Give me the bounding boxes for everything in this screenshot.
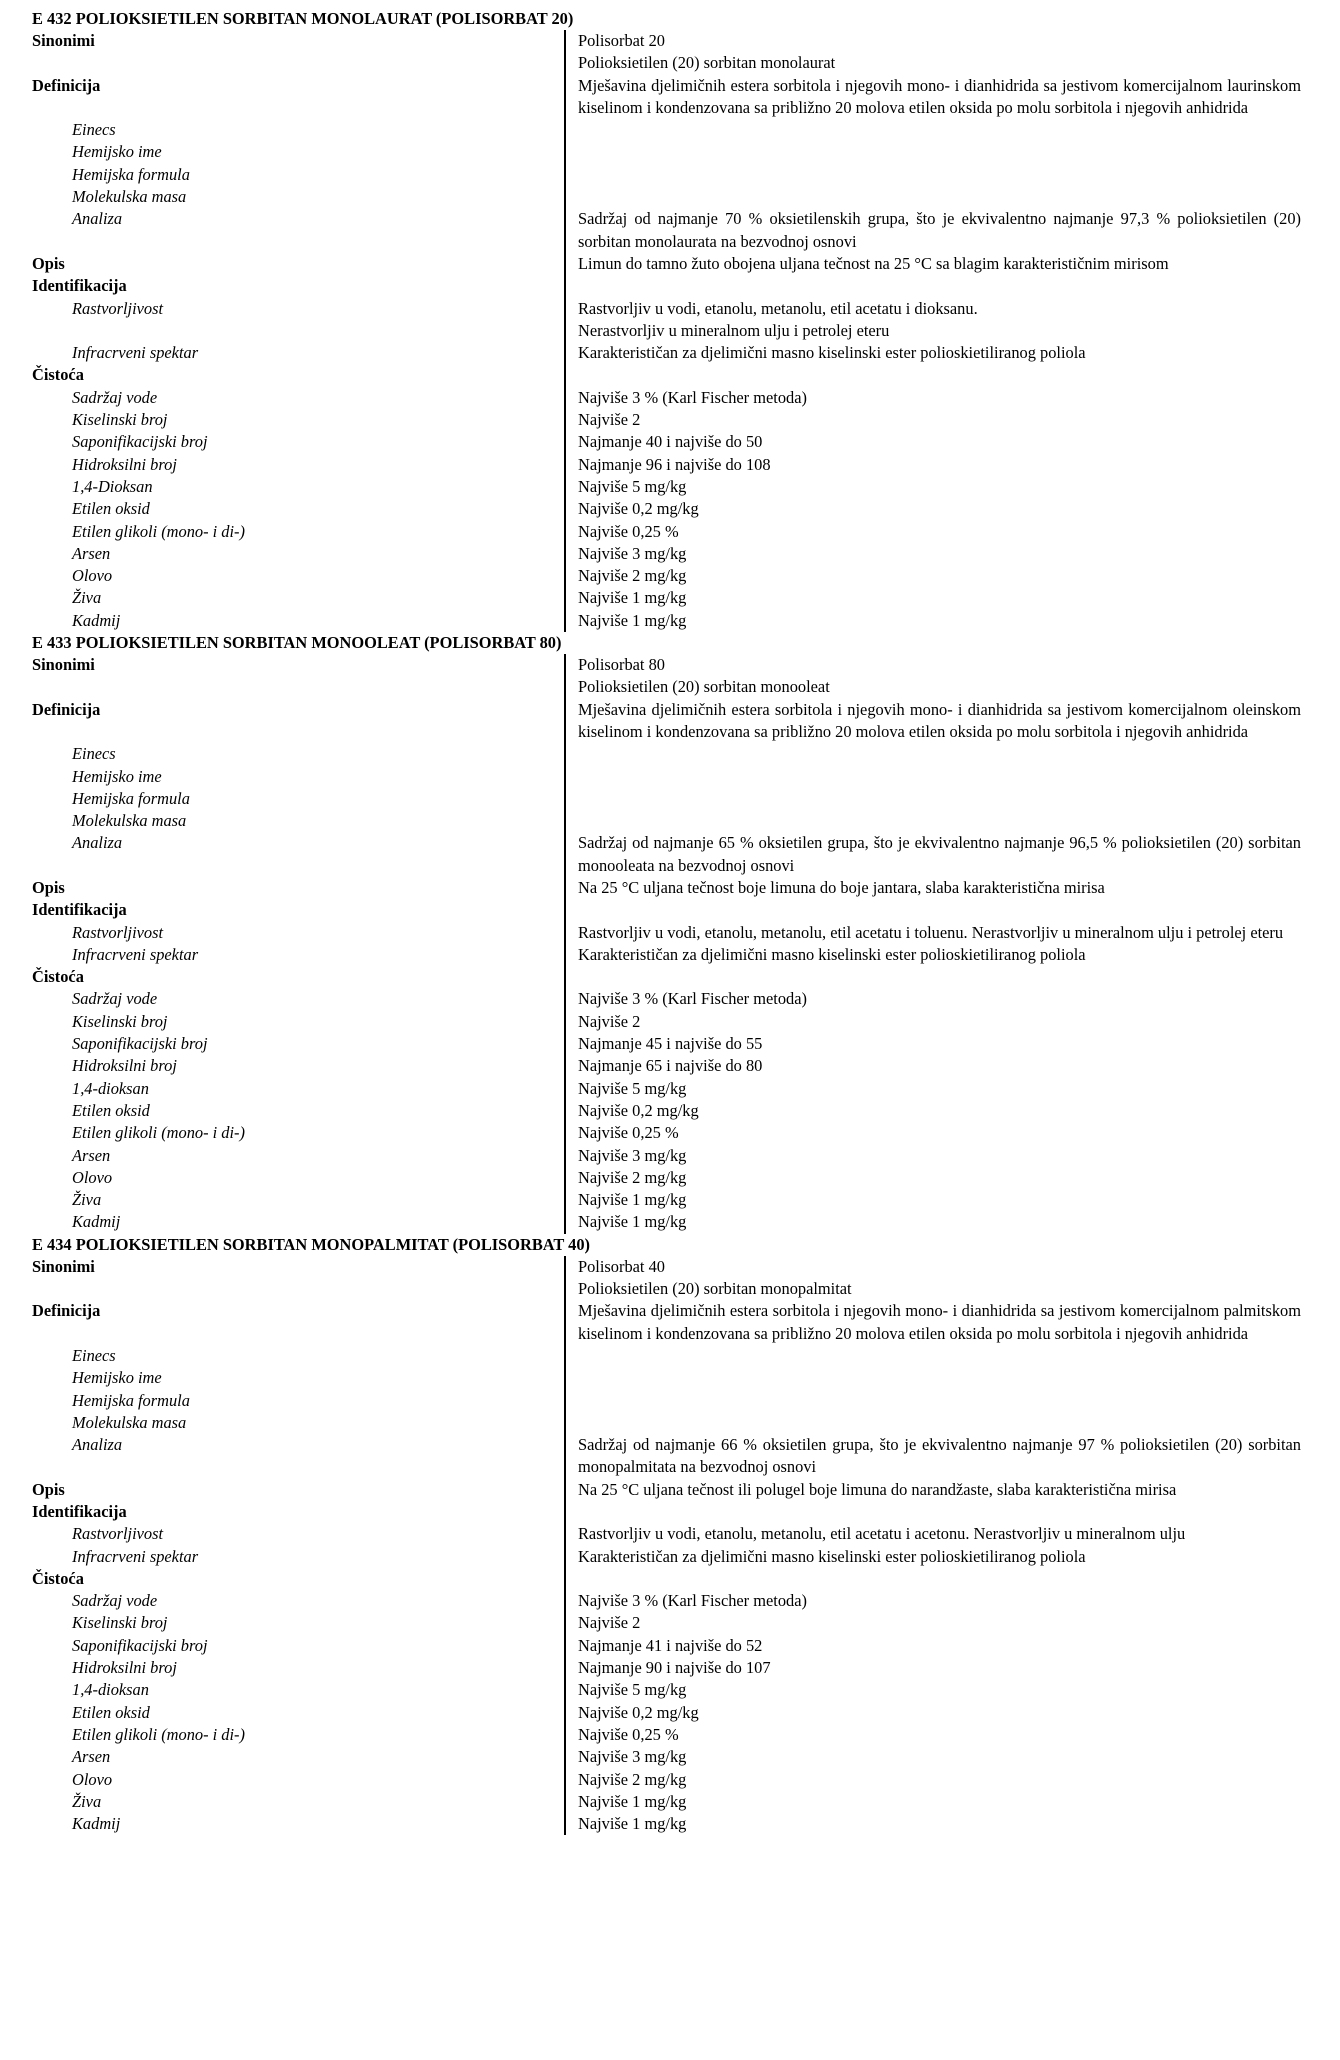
spec-row — [32, 1635, 1302, 1657]
spec-parameter-label: Saponifikacijski broj — [72, 432, 208, 452]
spec-parameter-label: Živa — [72, 588, 102, 608]
document-page — [32, 8, 1302, 1835]
spec-value — [564, 1412, 1301, 1434]
spec-value — [564, 1055, 1301, 1077]
spec-value — [564, 1078, 1301, 1100]
spec-parameter-label: Hidroksilni broj — [72, 454, 177, 474]
spec-value-line: Najviše 1 mg/kg — [578, 1212, 687, 1232]
spec-value-line: Najmanje 96 i najviše do 108 — [578, 454, 771, 474]
spec-row — [32, 1546, 1302, 1568]
spec-value — [564, 1345, 1301, 1367]
spec-row — [32, 164, 1302, 186]
spec-parameter-label: Olovo — [72, 1769, 113, 1789]
spec-value — [564, 1479, 1301, 1501]
spec-heading-label: Opis — [32, 1479, 65, 1499]
spec-value-line: Najviše 3 mg/kg — [578, 1747, 687, 1767]
spec-value-line: Mješavina djelimičnih estera sorbitola i njegovih mono- i dianhidrida sa jestivom komercijalnom oleinskom kiselinom i kondenzovana sa približno 20 molova etilen oksida po molu sorbitola i njegovih anhidrida — [578, 699, 1301, 741]
spec-parameter-label: Etilen glikoli (mono- i di-) — [72, 1724, 245, 1744]
spec-value-line: Najmanje 45 i najviše do 55 — [578, 1034, 763, 1054]
spec-value — [564, 1434, 1301, 1479]
spec-row — [32, 1813, 1302, 1835]
spec-parameter-label: Hemijska formula — [72, 1390, 190, 1410]
spec-value — [564, 1769, 1301, 1791]
spec-parameter-label: Olovo — [72, 566, 113, 586]
spec-row — [32, 208, 1302, 253]
spec-value — [564, 1612, 1301, 1634]
spec-value — [564, 1390, 1301, 1412]
spec-value — [564, 431, 1301, 453]
spec-parameter-label: Infracrveni spektar — [72, 1546, 199, 1566]
spec-value-line: Karakterističan za djelimični masno kiselinski ester polioskietiliranog poliola — [578, 944, 1086, 964]
spec-heading-label: Definicija — [32, 699, 101, 719]
spec-row — [32, 1769, 1302, 1791]
spec-value — [564, 1033, 1301, 1055]
spec-parameter-label: Hidroksilni broj — [72, 1658, 177, 1678]
spec-row — [32, 1189, 1302, 1211]
spec-value — [564, 1122, 1301, 1144]
spec-value — [564, 454, 1301, 476]
spec-parameter-label: Hemijska formula — [72, 788, 190, 808]
spec-value-line: Najmanje 90 i najviše do 107 — [578, 1658, 771, 1678]
spec-value-line: Najviše 3 mg/kg — [578, 1145, 687, 1165]
spec-value — [564, 810, 1301, 832]
spec-parameter-label: Einecs — [72, 1345, 116, 1365]
spec-parameter-label: Kiselinski broj — [72, 1011, 168, 1031]
spec-value-line: Sadržaj od najmanje 66 % oksietilen grupa, što je ekvivalentno najmanje 97 % polioksietilen (20) sorbitan monopalmitata na bezvodnoj osnovi — [578, 1435, 1301, 1477]
spec-row — [32, 1612, 1302, 1634]
spec-value — [564, 387, 1301, 409]
spec-row — [32, 1746, 1302, 1768]
spec-value — [564, 877, 1301, 899]
spec-parameter-label: Analiza — [72, 833, 123, 853]
spec-row — [32, 498, 1302, 520]
spec-value-line: Polioksietilen (20) sorbitan monolaurat — [578, 53, 836, 73]
spec-row — [32, 1568, 1302, 1590]
spec-value — [564, 1211, 1301, 1233]
spec-row — [32, 743, 1302, 765]
spec-parameter-label: Molekulska masa — [72, 1412, 187, 1432]
spec-value — [564, 1501, 1301, 1523]
spec-parameter-label: Etilen glikoli (mono- i di-) — [72, 521, 245, 541]
spec-value — [564, 1590, 1301, 1612]
spec-value-line: Najviše 3 % (Karl Fischer metoda) — [578, 989, 807, 1009]
spec-heading-label: Sinonimi — [32, 1256, 95, 1276]
spec-value-line: Najviše 5 mg/kg — [578, 476, 687, 496]
spec-parameter-label: Einecs — [72, 120, 116, 140]
spec-value-line: Limun do tamno žuto obojena uljana tečnost na 25 °C sa blagim karakterističnim mirisom — [578, 253, 1169, 273]
spec-row — [32, 988, 1302, 1010]
spec-heading-label: Definicija — [32, 1301, 101, 1321]
spec-parameter-label: Etilen oksid — [72, 1702, 150, 1722]
spec-parameter-label: Hemijska formula — [72, 164, 190, 184]
spec-value — [564, 1746, 1301, 1768]
spec-value — [564, 208, 1301, 253]
spec-parameter-label: Etilen oksid — [72, 1100, 150, 1120]
spec-value-line: Na 25 °C uljana tečnost ili polugel boje limuna do narandžaste, slaba karakteristična mirisa — [578, 1479, 1177, 1499]
spec-parameter-label: Analiza — [72, 209, 123, 229]
spec-parameter-label: Sadržaj vode — [72, 989, 158, 1009]
spec-row — [32, 1501, 1302, 1523]
spec-parameter-label: Etilen oksid — [72, 499, 150, 519]
spec-value — [564, 521, 1301, 543]
spec-value — [564, 565, 1301, 587]
spec-value-line: Najviše 1 mg/kg — [578, 588, 687, 608]
spec-value — [564, 1300, 1301, 1345]
spec-value — [564, 1813, 1301, 1835]
spec-row — [32, 1367, 1302, 1389]
spec-row — [32, 141, 1302, 163]
spec-value — [564, 1568, 1301, 1590]
spec-parameter-label: Kiselinski broj — [72, 410, 168, 430]
spec-value-line: Najviše 1 mg/kg — [578, 1190, 687, 1210]
spec-value — [564, 1367, 1301, 1389]
spec-heading-label: Identifikacija — [32, 276, 127, 296]
spec-value-line: Najviše 0,2 mg/kg — [578, 499, 699, 519]
spec-value — [564, 141, 1301, 163]
spec-value — [564, 1546, 1301, 1568]
spec-row — [32, 1479, 1302, 1501]
spec-row — [32, 275, 1302, 297]
spec-row — [32, 75, 1302, 120]
spec-value — [564, 944, 1301, 966]
spec-row — [32, 832, 1302, 877]
spec-value — [564, 1657, 1301, 1679]
spec-value-line: Najviše 2 mg/kg — [578, 1769, 687, 1789]
spec-value — [564, 966, 1301, 988]
spec-value — [564, 364, 1301, 386]
spec-value — [564, 342, 1301, 364]
spec-parameter-label: Rastvorljivost — [72, 298, 164, 318]
spec-value-line: Najviše 2 mg/kg — [578, 1167, 687, 1187]
spec-heading-label: Čistoća — [32, 365, 84, 385]
spec-value — [564, 253, 1301, 275]
spec-value — [564, 1523, 1301, 1545]
spec-row — [32, 766, 1302, 788]
spec-row — [32, 1011, 1302, 1033]
spec-value-line: Najviše 2 mg/kg — [578, 566, 687, 586]
spec-parameter-label: Kadmij — [72, 1212, 121, 1232]
spec-row — [32, 1791, 1302, 1813]
spec-heading-label: Identifikacija — [32, 900, 127, 920]
spec-row — [32, 119, 1302, 141]
spec-parameter-label: Infracrveni spektar — [72, 343, 199, 363]
spec-row — [32, 1256, 1302, 1301]
spec-row — [32, 966, 1302, 988]
spec-value-line: Karakterističan za djelimični masno kiselinski ester polioskietiliranog poliola — [578, 1546, 1086, 1566]
spec-heading-label: Opis — [32, 253, 65, 273]
spec-value-line: Najviše 5 mg/kg — [578, 1680, 687, 1700]
spec-value — [564, 476, 1301, 498]
spec-row — [32, 654, 1302, 699]
spec-row — [32, 1122, 1302, 1144]
spec-value-line: Najviše 2 — [578, 410, 641, 430]
spec-value — [564, 832, 1301, 877]
spec-row — [32, 1145, 1302, 1167]
spec-row — [32, 409, 1302, 431]
additive-section — [32, 1234, 1302, 1836]
spec-row — [32, 944, 1302, 966]
spec-parameter-label: Živa — [72, 1791, 102, 1811]
spec-parameter-label: Arsen — [72, 1747, 111, 1767]
spec-value-line: Mješavina djelimičnih estera sorbitola i njegovih mono- i dianhidrida sa jestivom komercijalnom palmitskom kiselinom i kondenzovana sa približno 20 molova etilen oksida po molu sorbitola i njegovih anhidrida — [578, 1301, 1301, 1343]
spec-row — [32, 1724, 1302, 1746]
spec-heading-label: Identifikacija — [32, 1502, 127, 1521]
spec-row — [32, 30, 1302, 75]
spec-value — [564, 988, 1301, 1010]
spec-row — [32, 877, 1302, 899]
section-title: E 434 POLIOKSIETILEN SORBITAN MONOPALMITAT (POLISORBAT 40) — [32, 1234, 590, 1254]
spec-value — [564, 275, 1301, 297]
spec-row — [32, 253, 1302, 275]
spec-parameter-label: 1,4-dioksan — [72, 1680, 149, 1700]
spec-value-line: Najviše 0,25 % — [578, 1123, 679, 1143]
spec-value-line: Najviše 0,25 % — [578, 1724, 679, 1744]
spec-value — [564, 1256, 1301, 1301]
spec-value — [564, 75, 1301, 120]
spec-parameter-label: Živa — [72, 1190, 102, 1210]
spec-heading-label: Sinonimi — [32, 655, 95, 675]
spec-parameter-label: Kadmij — [72, 610, 121, 630]
spec-parameter-label: Hemijsko ime — [72, 1368, 162, 1388]
spec-parameter-label: 1,4-Dioksan — [72, 476, 153, 496]
spec-value — [564, 1702, 1301, 1724]
spec-row — [32, 454, 1302, 476]
spec-parameter-label: Hemijsko ime — [72, 766, 162, 786]
spec-value — [564, 186, 1301, 208]
spec-heading-label: Opis — [32, 877, 65, 897]
spec-value-line: Najviše 1 mg/kg — [578, 1791, 687, 1811]
spec-value-line: Polioksietilen (20) sorbitan monooleat — [578, 677, 830, 697]
spec-row — [32, 1345, 1302, 1367]
spec-value-line: Najviše 0,25 % — [578, 521, 679, 541]
spec-heading-label: Sinonimi — [32, 31, 95, 50]
spec-value — [564, 1791, 1301, 1813]
spec-value — [564, 899, 1301, 921]
spec-value-line: Najviše 1 mg/kg — [578, 610, 687, 630]
spec-value — [564, 766, 1301, 788]
spec-value — [564, 1679, 1301, 1701]
additive-section — [32, 632, 1302, 1234]
spec-parameter-label: Saponifikacijski broj — [72, 1635, 208, 1655]
spec-value-line: Najviše 2 — [578, 1011, 641, 1031]
spec-value — [564, 922, 1301, 944]
spec-parameter-label: Hidroksilni broj — [72, 1056, 177, 1076]
spec-value-line: Najviše 2 — [578, 1613, 641, 1633]
spec-parameter-label: Einecs — [72, 744, 116, 764]
spec-value — [564, 298, 1301, 343]
spec-value — [564, 1167, 1301, 1189]
spec-row — [32, 1702, 1302, 1724]
spec-heading-label: Čistoća — [32, 1568, 84, 1588]
section-title: E 432 POLIOKSIETILEN SORBITAN MONOLAURAT (POLISORBAT 20) — [32, 9, 574, 28]
spec-row — [32, 1434, 1302, 1479]
spec-row — [32, 298, 1302, 343]
spec-parameter-label: Rastvorljivost — [72, 1524, 164, 1544]
spec-parameter-label: Hemijsko ime — [72, 142, 162, 162]
spec-value-line: Polisorbat 40 — [578, 1256, 665, 1276]
spec-value-line: Polioksietilen (20) sorbitan monopalmitat — [578, 1279, 852, 1299]
spec-parameter-label: Arsen — [72, 543, 111, 563]
spec-value-line: Na 25 °C uljana tečnost boje limuna do boje jantara, slaba karakteristična mirisa — [578, 877, 1105, 897]
spec-value-line: Najmanje 65 i najviše do 80 — [578, 1056, 763, 1076]
spec-value-line: Rastvorljiv u vodi, etanolu, metanolu, etil acetatu i toluenu. Nerastvorljiv u mineralnom ulju i petrolej eteru — [578, 922, 1284, 942]
spec-row — [32, 342, 1302, 364]
spec-value — [564, 1724, 1301, 1746]
spec-value — [564, 1635, 1301, 1657]
spec-row — [32, 186, 1302, 208]
spec-parameter-label: Molekulska masa — [72, 187, 187, 207]
spec-parameter-label: Molekulska masa — [72, 811, 187, 831]
spec-value — [564, 164, 1301, 186]
spec-row — [32, 922, 1302, 944]
spec-value-line: Najviše 3 % (Karl Fischer metoda) — [578, 1591, 807, 1611]
spec-value — [564, 30, 1301, 75]
spec-row — [32, 431, 1302, 453]
spec-parameter-label: Rastvorljivost — [72, 922, 164, 942]
spec-row — [32, 565, 1302, 587]
spec-value — [564, 498, 1301, 520]
spec-parameter-label: Sadržaj vode — [72, 1591, 158, 1611]
spec-heading-label: Čistoća — [32, 967, 84, 987]
spec-row — [32, 1300, 1302, 1345]
spec-parameter-label: Saponifikacijski broj — [72, 1034, 208, 1054]
spec-value-line: Najviše 3 % (Karl Fischer metoda) — [578, 387, 807, 407]
spec-row — [32, 364, 1302, 386]
spec-parameter-label: Etilen glikoli (mono- i di-) — [72, 1123, 245, 1143]
spec-value — [564, 409, 1301, 431]
spec-row — [32, 1033, 1302, 1055]
spec-row — [32, 1078, 1302, 1100]
spec-value-line: Najmanje 40 i najviše do 50 — [578, 432, 763, 452]
spec-value-line: Najviše 1 mg/kg — [578, 1814, 687, 1834]
section-title: E 433 POLIOKSIETILEN SORBITAN MONOOLEAT (POLISORBAT 80) — [32, 633, 562, 653]
spec-value-line: Mješavina djelimičnih estera sorbitola i njegovih mono- i dianhidrida sa jestivom komercijalnom laurinskom kiselinom i kondenzovana sa približno 20 molova etilen oksida po molu sorbitola i njegovih anhidrida — [578, 75, 1301, 117]
spec-parameter-label: Kadmij — [72, 1814, 121, 1834]
spec-value-line: Sadržaj od najmanje 70 % oksietilenskih grupa, što je ekvivalentno najmanje 97,3 % polioksietilen (20) sorbitan monolaurata na bezvodnoj osnovi — [578, 209, 1301, 251]
spec-row — [32, 1412, 1302, 1434]
spec-value — [564, 654, 1301, 699]
spec-parameter-label: Arsen — [72, 1145, 111, 1165]
spec-row — [32, 1679, 1302, 1701]
spec-value — [564, 699, 1301, 744]
spec-value-line: Polisorbat 80 — [578, 655, 665, 675]
spec-row — [32, 1523, 1302, 1545]
spec-parameter-label: Infracrveni spektar — [72, 944, 199, 964]
spec-value — [564, 1011, 1301, 1033]
spec-value — [564, 743, 1301, 765]
spec-value-line: Najviše 5 mg/kg — [578, 1078, 687, 1098]
spec-value — [564, 610, 1301, 632]
spec-row — [32, 699, 1302, 744]
spec-value-line: Polisorbat 20 — [578, 31, 665, 50]
spec-row — [32, 1100, 1302, 1122]
spec-value — [564, 587, 1301, 609]
spec-parameter-label: Kiselinski broj — [72, 1613, 168, 1633]
spec-row — [32, 788, 1302, 810]
spec-row — [32, 1390, 1302, 1412]
spec-value-line: Najviše 3 mg/kg — [578, 543, 687, 563]
spec-value-line: Rastvorljiv u vodi, etanolu, metanolu, etil acetatu i acetonu. Nerastvorljiv u mineralnom ulju — [578, 1524, 1186, 1544]
spec-row — [32, 1657, 1302, 1679]
spec-row — [32, 610, 1302, 632]
spec-value-line: Nerastvorljiv u mineralnom ulju i petrolej eteru — [578, 320, 890, 340]
spec-value-line: Sadržaj od najmanje 65 % oksietilen grupa, što je ekvivalentno najmanje 96,5 % polioksietilen (20) sorbitan monooleata na bezvodnoj osnovi — [578, 833, 1301, 875]
spec-row — [32, 899, 1302, 921]
spec-row — [32, 521, 1302, 543]
spec-heading-label: Definicija — [32, 75, 101, 95]
spec-row — [32, 387, 1302, 409]
spec-value — [564, 119, 1301, 141]
spec-value — [564, 1100, 1301, 1122]
spec-value-line: Najviše 0,2 mg/kg — [578, 1702, 699, 1722]
spec-row — [32, 810, 1302, 832]
spec-parameter-label: Sadržaj vode — [72, 387, 158, 407]
spec-row — [32, 1055, 1302, 1077]
spec-value — [564, 788, 1301, 810]
spec-row — [32, 476, 1302, 498]
spec-row — [32, 1211, 1302, 1233]
spec-row — [32, 587, 1302, 609]
spec-value-line: Rastvorljiv u vodi, etanolu, metanolu, etil acetatu i dioksanu. — [578, 298, 978, 318]
spec-row — [32, 543, 1302, 565]
spec-row — [32, 1590, 1302, 1612]
additive-section — [32, 8, 1302, 632]
spec-parameter-label: Olovo — [72, 1167, 113, 1187]
spec-parameter-label: Analiza — [72, 1435, 123, 1455]
spec-value-line: Najmanje 41 i najviše do 52 — [578, 1635, 763, 1655]
spec-value — [564, 1145, 1301, 1167]
spec-value — [564, 1189, 1301, 1211]
spec-value — [564, 543, 1301, 565]
spec-value-line: Karakterističan za djelimični masno kiselinski ester polioskietiliranog poliola — [578, 343, 1086, 363]
spec-parameter-label: 1,4-dioksan — [72, 1078, 149, 1098]
spec-value-line: Najviše 0,2 mg/kg — [578, 1100, 699, 1120]
spec-row — [32, 1167, 1302, 1189]
